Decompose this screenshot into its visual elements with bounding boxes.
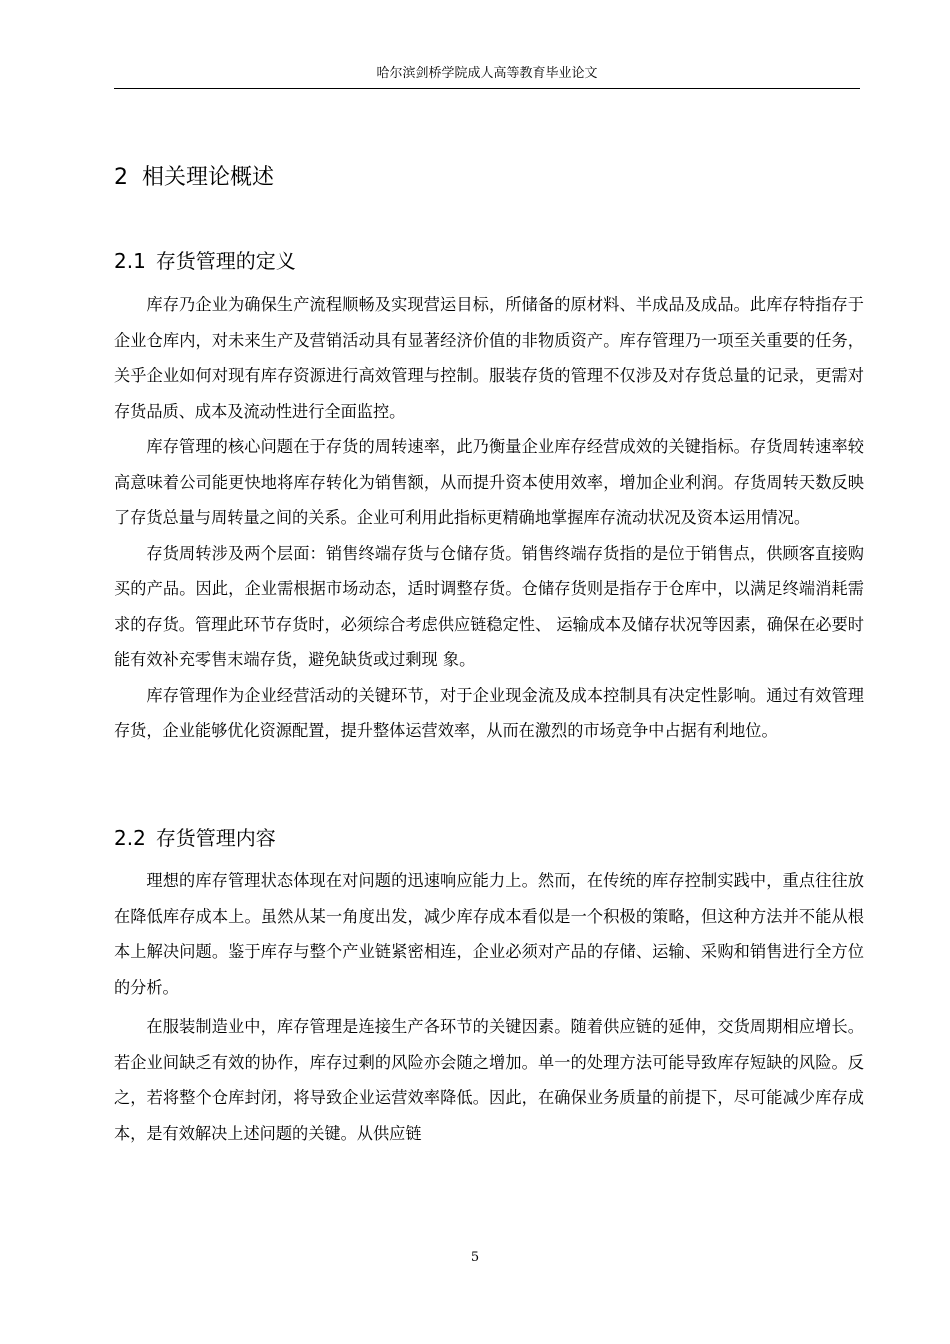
body-paragraph: 库存乃企业为确保生产流程顺畅及实现营运目标，所储备的原材料、半成品及成品。此库存特指存于企业仓库内，对未来生产及营销活动具有显著经济价值的非物质资产。库存管理乃一项至关重要的任务，关乎企业如何对现有库存资源进行高效管理与控制。服装存货的管理不仅涉及对存货总量的记录，更需对存货品质、成本及流动性进行全面监控。 [114,295,864,421]
chapter-number: 2 [114,165,128,190]
chapter-title-text: 相关理论概述 [142,165,275,190]
section-title-text: 存货管理的定义 [155,249,296,273]
section-2-1-body [114,287,864,749]
body-paragraph: 库存管理的核心问题在于存货的周转速率，此乃衡量企业库存经营成效的关键指标。存货周转速率较高意味着公司能更快地将库存转化为销售额，从而提升资本使用效率，增加企业利润。存货周转天数反映了存货总量与周转量之间的关系。企业可利用此指标更精确地掌握库存流动状况及资本运用情况。 [114,437,864,527]
chapter-heading [114,162,274,194]
section-heading-2-2 [114,823,276,853]
section-number: 2.2 [114,826,146,850]
running-header: 哈尔滨剑桥学院成人高等教育毕业论文 [114,60,860,89]
body-paragraph: 库存管理作为企业经营活动的关键环节，对于企业现金流及成本控制具有决定性影响。通过有效管理存货，企业能够优化资源配置，提升整体运营效率，从而在激烈的市场竞争中占据有利地位。 [114,685,864,740]
page-number: 5 [470,1250,480,1265]
section-title-text: 存货管理内容 [155,826,276,850]
section-2-2-body [114,863,864,1151]
section-number: 2.1 [114,249,146,273]
section-heading-2-1 [114,246,296,276]
body-paragraph: 理想的库存管理状态体现在对问题的迅速响应能力上。然而，在传统的库存控制实践中，重点往往放在降低库存成本上。虽然从某一角度出发，减少库存成本看似是一个积极的策略，但这种方法并不能从根本上解决问题。鉴于库存与整个产业链紧密相连，企业必须对产品的存储、运输、采购和销售进行全方位的分析。 [114,871,864,997]
body-paragraph: 在服装制造业中，库存管理是连接生产各环节的关键因素。随着供应链的延伸，交货周期相应增长。若企业间缺乏有效的协作，库存过剩的风险亦会随之增加。单一的处理方法可能导致库存短缺的风险。反之，若将整个仓库封闭，将导致企业运营效率降低。因此，在确保业务质量的前提下，尽可能减少库存成本，是有效解决上述问题的关键。从供应链 [114,1017,864,1143]
body-paragraph: 存货周转涉及两个层面：销售终端存货与仓储存货。销售终端存货指的是位于销售点，供顾客直接购买的产品。因此，企业需根据市场动态，适时调整存货。仓储存货则是指存于仓库中，以满足终端消耗需求的存货。管理此环节存货时，必须综合考虑供应链稳定性、 运输成本及储存状况等因素，确保在必要时能有效补充零售末端存货，避免缺货或过剩现 象。 [114,543,864,669]
